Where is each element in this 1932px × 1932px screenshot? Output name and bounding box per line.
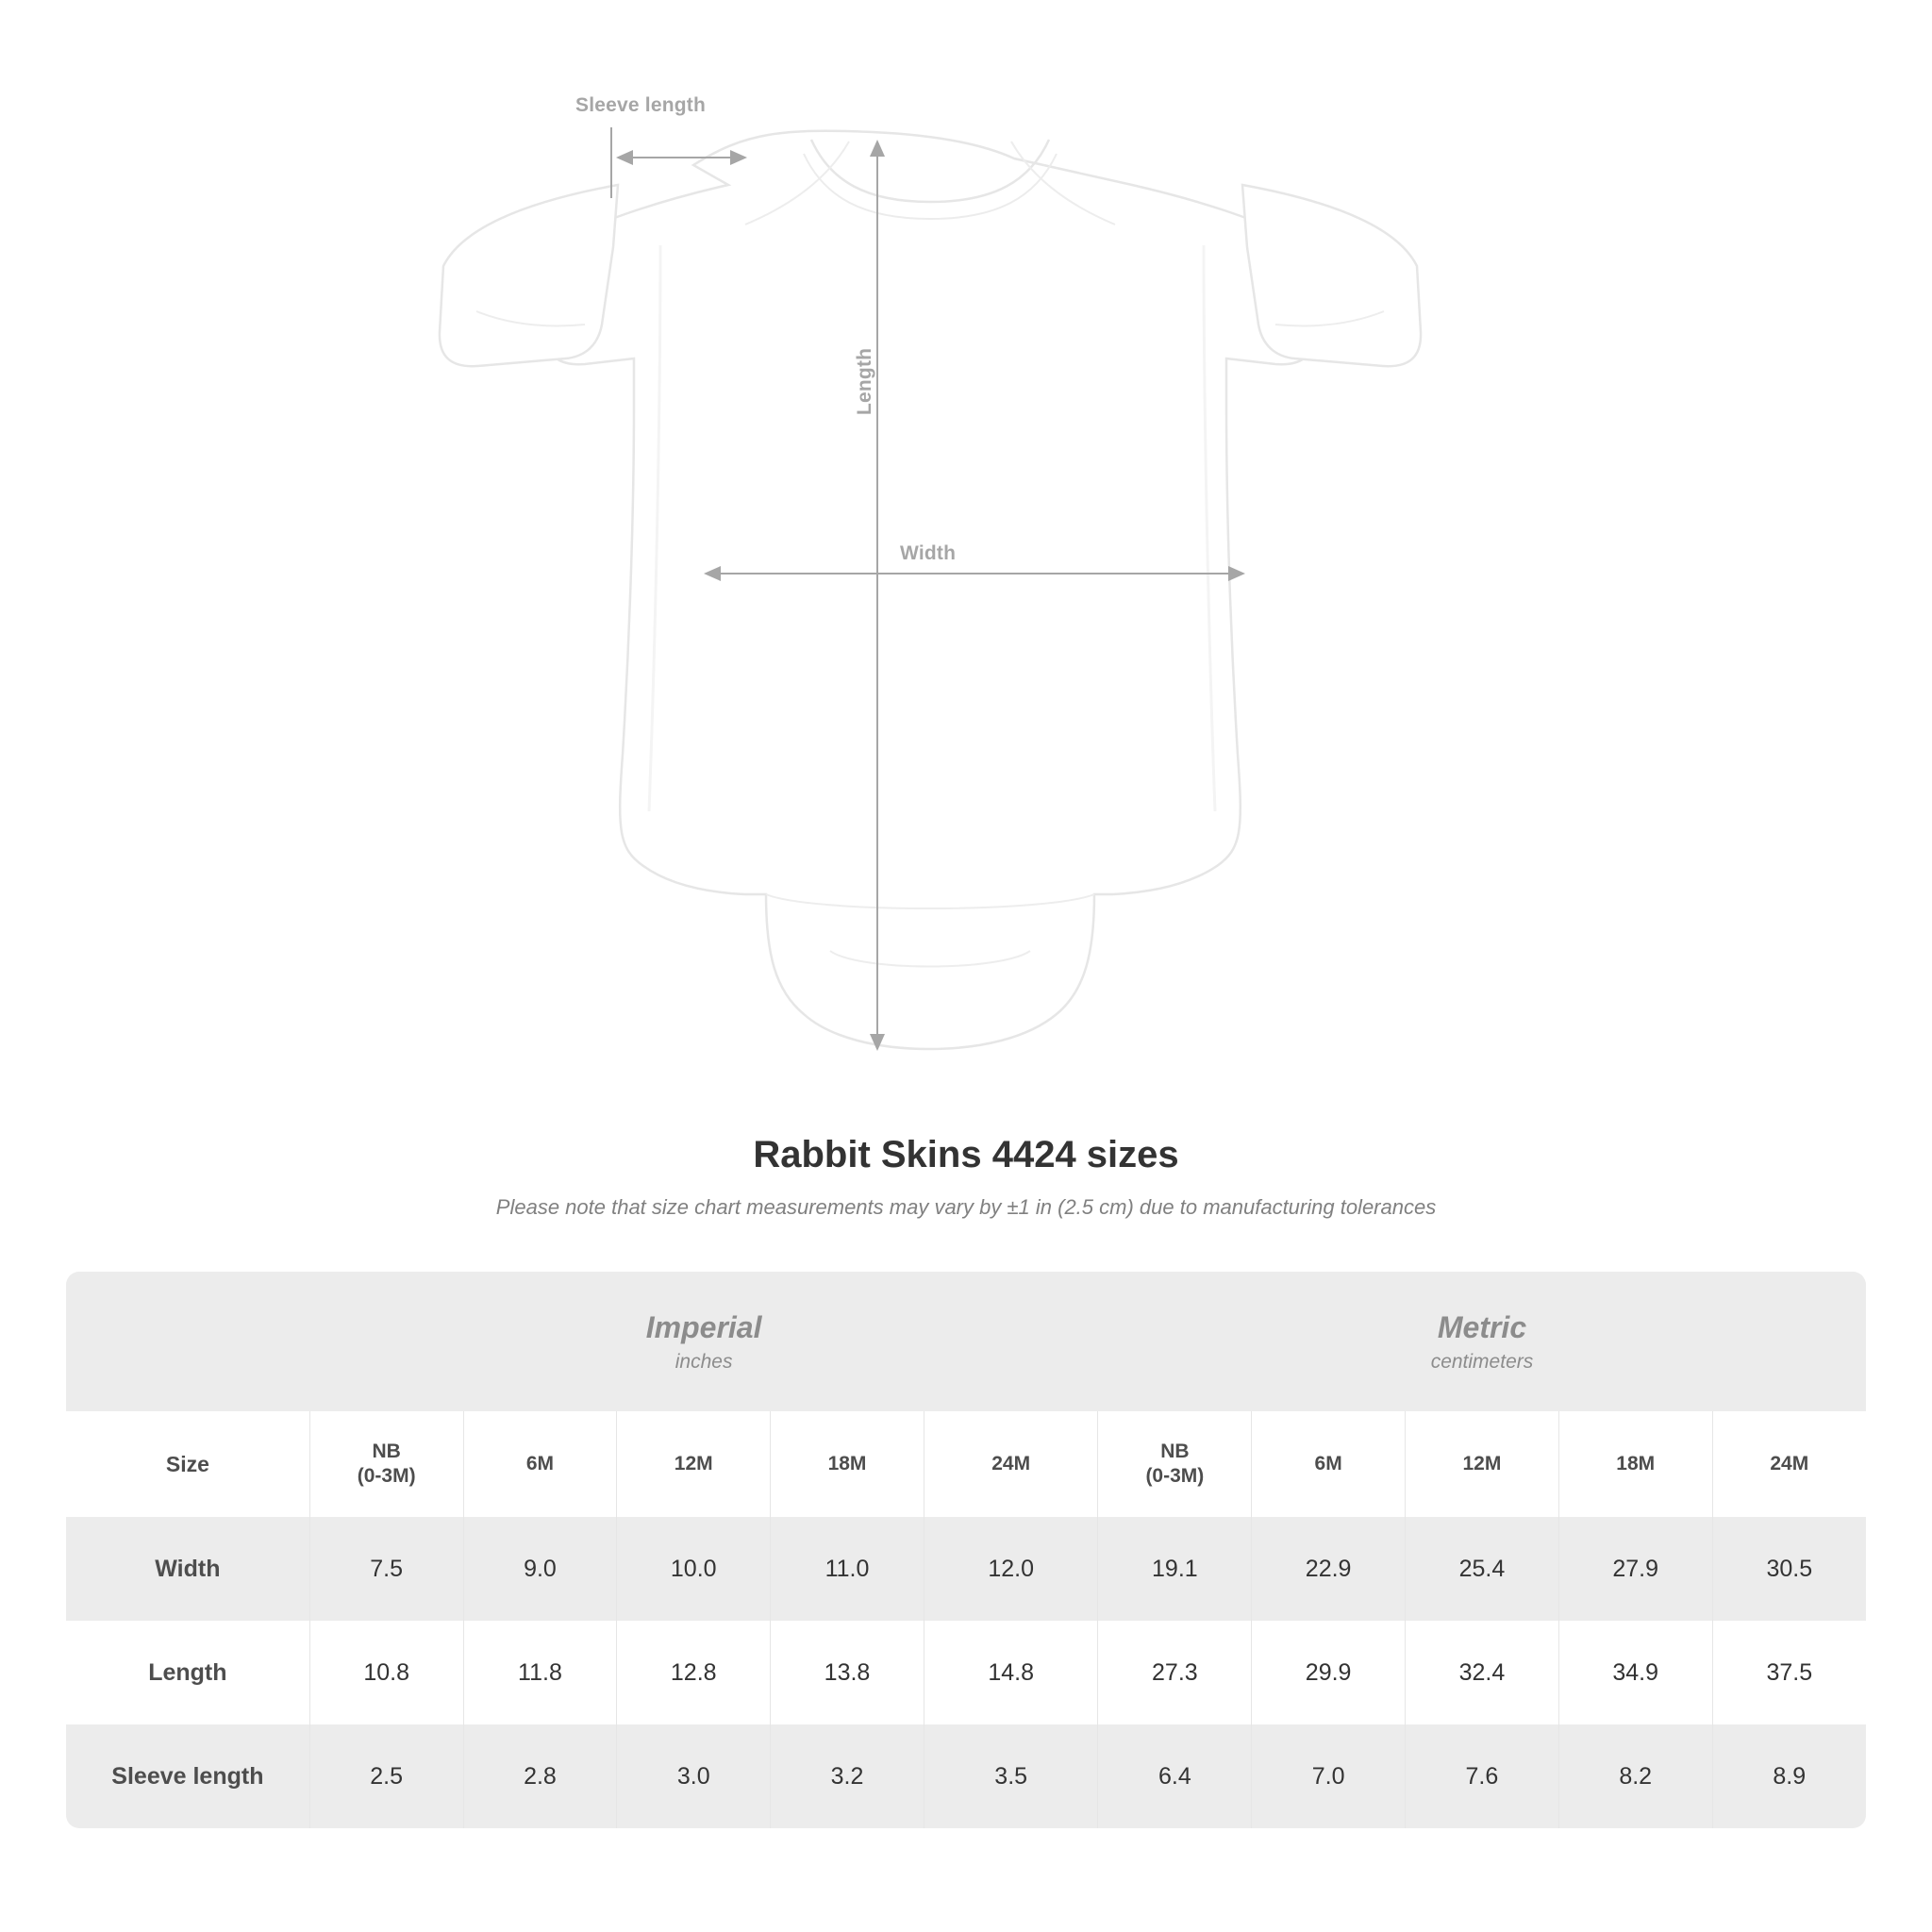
cell-length-metric-6m: 29.9: [1252, 1621, 1406, 1724]
cell-sleeve-imperial-nb: 2.5: [309, 1724, 463, 1828]
cell-width-imperial-24m: 12.0: [924, 1517, 1098, 1621]
column-header-imperial-24m: [924, 1411, 1098, 1517]
col-label: 12M: [1462, 1452, 1502, 1474]
cell-length-imperial-nb: 10.8: [309, 1621, 463, 1724]
table-row: [66, 1621, 1866, 1724]
cell-length-imperial-18m: 13.8: [771, 1621, 924, 1724]
cell-sleeve-metric-nb: 6.4: [1098, 1724, 1252, 1828]
cell-sleeve-metric-24m: 8.9: [1712, 1724, 1866, 1828]
cell-sleeve-metric-6m: 7.0: [1252, 1724, 1406, 1828]
column-header-metric-nb: [1098, 1411, 1252, 1517]
col-sublabel: (0-3M): [1145, 1465, 1205, 1487]
unit-header-imperial: [309, 1272, 1098, 1411]
cell-width-imperial-18m: 11.0: [771, 1517, 924, 1621]
cell-width-metric-24m: 30.5: [1712, 1517, 1866, 1621]
column-header-imperial-6m: [463, 1411, 617, 1517]
column-header-size: Size: [66, 1411, 309, 1517]
table-row: [66, 1517, 1866, 1621]
col-label: 12M: [674, 1452, 713, 1474]
column-header-imperial-18m: [771, 1411, 924, 1517]
width-annotation: Width: [900, 542, 957, 564]
row-label-sleeve-length: Sleeve length: [66, 1724, 309, 1828]
col-label: 18M: [827, 1452, 867, 1474]
column-header-imperial-12m: [617, 1411, 771, 1517]
col-label: NB: [372, 1440, 401, 1462]
cell-sleeve-imperial-12m: 3.0: [617, 1724, 771, 1828]
cell-length-imperial-12m: 12.8: [617, 1621, 771, 1724]
cell-sleeve-metric-12m: 7.6: [1406, 1724, 1559, 1828]
unit-sub-imperial: inches: [675, 1351, 733, 1374]
column-header-metric-6m: [1252, 1411, 1406, 1517]
cell-length-metric-nb: 27.3: [1098, 1621, 1252, 1724]
cell-length-metric-18m: 34.9: [1558, 1621, 1712, 1724]
col-label: NB: [1160, 1440, 1190, 1462]
column-header-metric-18m: [1558, 1411, 1712, 1517]
cell-width-imperial-nb: 7.5: [309, 1517, 463, 1621]
row-label-width: Width: [66, 1517, 309, 1621]
length-annotation: Length: [854, 347, 875, 415]
cell-width-imperial-6m: 9.0: [463, 1517, 617, 1621]
col-label: 24M: [991, 1452, 1031, 1474]
cell-width-metric-12m: 25.4: [1406, 1517, 1559, 1621]
cell-sleeve-metric-18m: 8.2: [1558, 1724, 1712, 1828]
cell-length-imperial-24m: 14.8: [924, 1621, 1098, 1724]
cell-sleeve-imperial-24m: 3.5: [924, 1724, 1098, 1828]
col-label: 18M: [1616, 1452, 1656, 1474]
size-table: [66, 1272, 1866, 1828]
table-row: [66, 1724, 1866, 1828]
cell-length-metric-12m: 32.4: [1406, 1621, 1559, 1724]
table-units-row: [66, 1272, 1866, 1411]
unit-name-metric: Metric: [1437, 1309, 1527, 1344]
cell-sleeve-imperial-18m: 3.2: [771, 1724, 924, 1828]
col-label: 24M: [1770, 1452, 1809, 1474]
row-label-length: Length: [66, 1621, 309, 1724]
unit-header-metric: [1098, 1272, 1866, 1411]
col-sublabel: (0-3M): [357, 1465, 416, 1487]
size-table-wrapper: [66, 1272, 1866, 1828]
table-header-row: [66, 1411, 1866, 1517]
cell-sleeve-imperial-6m: 2.8: [463, 1724, 617, 1828]
column-header-metric-12m: [1406, 1411, 1559, 1517]
unit-name-imperial: Imperial: [645, 1309, 762, 1344]
cell-width-imperial-12m: 10.0: [617, 1517, 771, 1621]
page-title: Rabbit Skins 4424 sizes: [753, 1134, 1179, 1175]
sleeve-length-annotation: Sleeve length: [575, 94, 706, 116]
cell-width-metric-18m: 27.9: [1558, 1517, 1712, 1621]
table-corner-cell: [66, 1272, 309, 1411]
column-header-imperial-nb: [309, 1411, 463, 1517]
cell-width-metric-6m: 22.9: [1252, 1517, 1406, 1621]
tolerance-note: Please note that size chart measurements may vary by ±1 in (2.5 cm) due to manufacturing tolerances: [495, 1195, 1437, 1219]
col-label: 6M: [1314, 1452, 1342, 1474]
cell-length-imperial-6m: 11.8: [463, 1621, 617, 1724]
unit-sub-metric: centimeters: [1430, 1351, 1534, 1374]
cell-length-metric-24m: 37.5: [1712, 1621, 1866, 1724]
column-header-metric-24m: [1712, 1411, 1866, 1517]
col-label: 6M: [525, 1452, 555, 1474]
cell-width-metric-nb: 19.1: [1098, 1517, 1252, 1621]
heading-block: [0, 1132, 1932, 1222]
